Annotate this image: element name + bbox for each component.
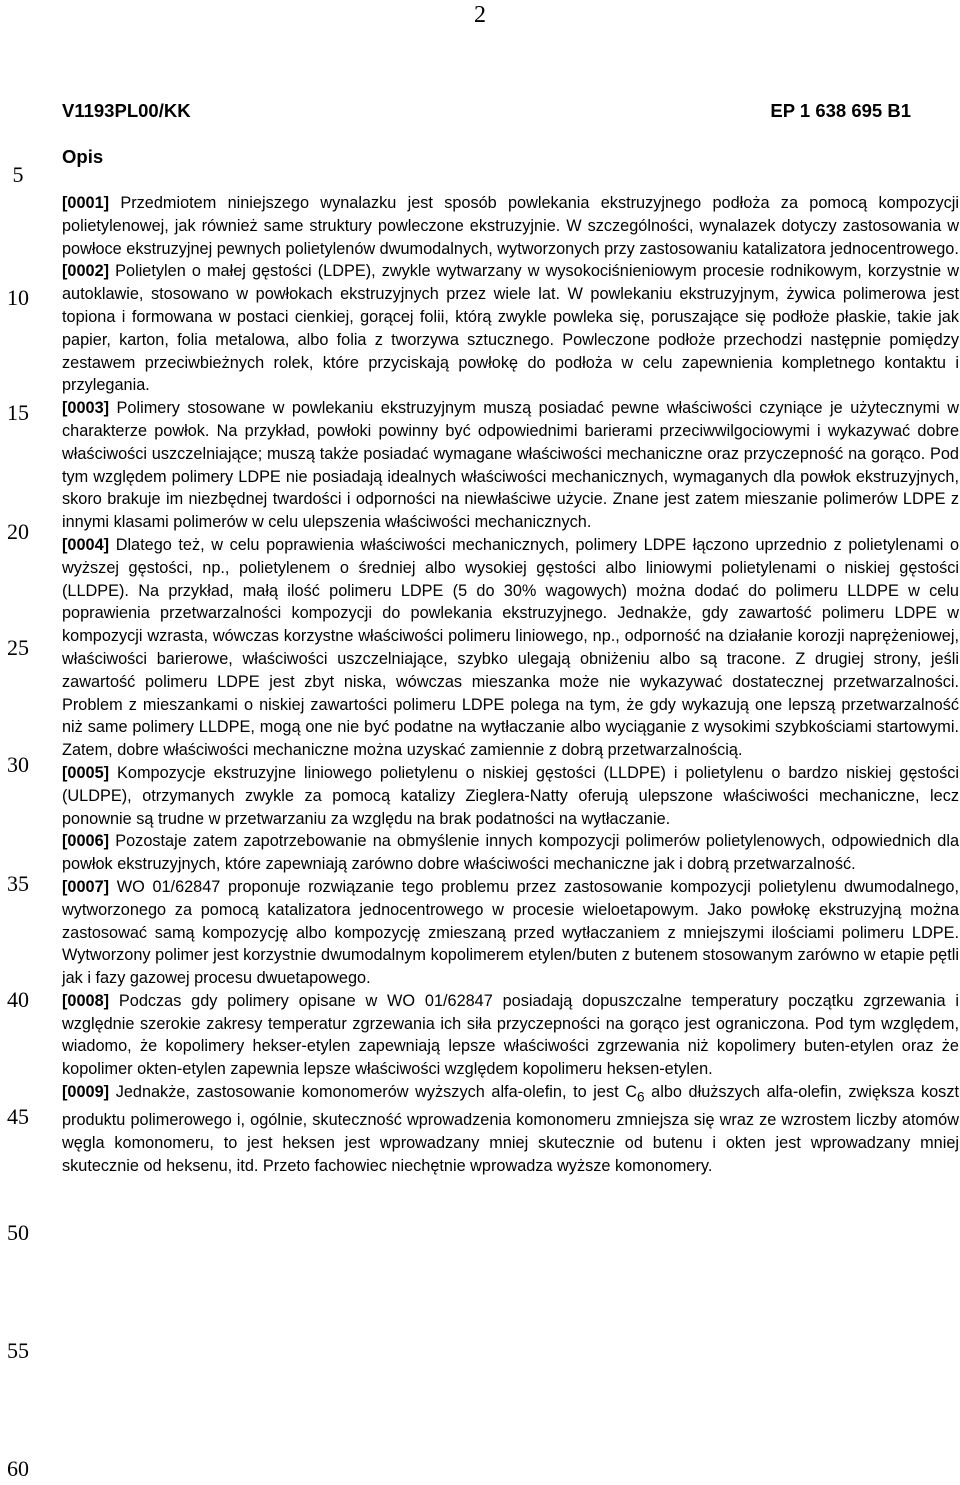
paragraph: [62, 192, 959, 260]
line-number-margin: [0, 0, 40, 1485]
paragraph-text: WO 01/62847 proponuje rozwiązanie tego problemu przez zastosowanie kompozycji polietylenu dwumodalnego, wytworzonego za pomocą katalizatora jednocentrowego w procesie wieloetapowym. Jako powłokę ekstruzyjną można zastosować samą kompozycję albo kompozycję zmieszaną przed wytłaczaniem z mniejszymi ilościami polimeru LDPE. Wytworzony polimer jest korzystnie dwumodalnym kopolimerem etylen/buten z butenem stosowanym zarówno w etapie pętli jak i fazy gazowej procesu dwuetapowego.: [62, 877, 959, 988]
paragraph-number: [0002]: [62, 262, 110, 281]
paragraph: [62, 1081, 959, 1177]
paragraph-number: [0001]: [62, 194, 110, 212]
page-number: 2: [474, 2, 486, 28]
description-body: [62, 192, 959, 1178]
paragraph: [62, 876, 959, 990]
paragraph-number: [0004]: [62, 535, 110, 554]
line-number: 15: [7, 400, 29, 425]
line-number: 30: [7, 752, 29, 777]
paragraph-text: Pozostaje zatem zapotrzebowanie na obmyślenie innych kompozycji polimerów polietylenowych, odpowiednich dla powłok ekstruzyjnych, które zapewniają zarówno dobre właściwości mechaniczne jak i dobrą przetwarzalność.: [62, 832, 959, 874]
line-number: 10: [7, 285, 29, 310]
paragraph: [62, 762, 959, 830]
paragraph-number: [0008]: [62, 991, 110, 1010]
line-number: 35: [7, 871, 29, 896]
paragraph: [62, 830, 959, 876]
paragraph-number: [0009]: [62, 1083, 110, 1102]
line-number: 25: [7, 635, 29, 660]
paragraph-number: [0005]: [62, 763, 110, 782]
paragraph-text: Dlatego też, w celu poprawienia właściwości mechanicznych, polimery LDPE łączono uprzednio z polietylenami o wyższej gęstości, np., polietylenem o średniej albo wysokiej gęstości albo liniowymi polietylenami o niskiej gęstości (LLDPE). Na przykład, małą ilość polimeru LDPE (5 do 30% wagowych) można dodać do polimeru LLDPE w celu poprawienia przetwarzalności kompozycji do powlekania ekstruzyjnego. Jednakże, gdy zawartość polimeru LDPE w kompozycji wzrasta, wówczas korzystne właściwości polimeru liniowego, np., odporność na działanie korozji naprężeniowej, właściwości barierowe, właściwości uszczelniające, szybko ulegają obniżeniu albo są tracone. Z drugiej strony, jeśli zawartość polimeru LDPE jest zbyt niska, wówczas mieszanka może nie wykazywać dostatecznej przetwarzalności. Problem z mieszankami o niskiej zawartości polimeru LDPE polega na tym, że gdy wykazują one lepszą przetwarzalność niż same polimery LLDPE, mogą one nie być podatne na wytłaczanie albo wyciąganie z wysokimi szybkościami startowymi. Zatem, dobre właściwości mechaniczne można uzyskać zamiennie z dobrą przetwarzalnością.: [62, 535, 959, 760]
line-number: 40: [7, 987, 29, 1012]
paragraph-text: Kompozycje ekstruzyjne liniowego polietylenu o niskiej gęstości (LLDPE) i polietylenu o bardzo niskiej gęstości (ULDPE), otrzymanych zwykle za pomocą katalizy Zieglera-Natty oferują ulepszone właściwości mechaniczne, lecz ponownie są trudne w przetwarzaniu za względu na brak podatności na wytłaczanie.: [62, 763, 960, 828]
paragraph-text: albo dłuższych alfa-olefin, zwiększa koszt produktu polimerowego i, ogólnie, skuteczność wprowadzenia komonomeru zmniejsza się wraz ze wzrostem liczby atomów węgla komonomeru, to jest heksen jest wprowadzany mniej skutecznie od butenu i okten jest wprowadzany mniej skutecznie od heksenu, itd. Przeto fachowiec niechętnie wprowadza wyższe komonomery.: [62, 1083, 959, 1175]
paragraph-text: Jednakże, zastosowanie komonomerów wyższych alfa-olefin, to jest C: [115, 1083, 637, 1102]
line-number: 55: [7, 1338, 29, 1363]
document-reference: V1193PL00/KK: [62, 100, 191, 121]
line-number: 60: [7, 1456, 29, 1481]
line-number: 45: [7, 1104, 29, 1129]
patent-number: EP 1 638 695 B1: [770, 100, 911, 121]
paragraph-text: Przedmiotem niniejszego wynalazku jest sposób powlekania ekstruzyjnego podłoża za pomocą kompozycji polietylenowej, jak również same struktury powleczone ekstruzyjnie. W szczególności, wynalazek dotyczy zastosowania w powłoce ekstruzyjnej pewnych polietylenów dwumodalnych, wytworzonych przy zastosowaniu katalizatora jednocentrowego.: [62, 194, 960, 258]
paragraph-number: [0007]: [62, 877, 110, 896]
line-number: 5: [12, 162, 24, 187]
document-header: [62, 100, 911, 122]
paragraph: [62, 534, 959, 762]
paragraph: [62, 397, 959, 534]
paragraph-text: Podczas gdy polimery opisane w WO 01/62847 posiadają dopuszczalne temperatury początku zgrzewania i względnie szerokie zakresy temperatur zgrzewania ich siła przyczepności na gorąco jest ograniczona. Pod tym względem, wiadomo, że kopolimery hekser-etylen zapewniają lepsze właściwości zgrzewania niż kopolimery buten-etylen oraz że kopolimer okten-etylen zapewnia lepsze właściwości względem kopolimeru heksen-etylen.: [62, 991, 959, 1079]
subscript-text: 6: [636, 1089, 645, 1105]
paragraph-number: [0003]: [62, 399, 110, 418]
line-number: 20: [7, 519, 29, 544]
paragraph: [62, 990, 959, 1081]
paragraph-text: Polietylen o małej gęstości (LDPE), zwykle wytwarzany w wysokociśnieniowym procesie rodnikowym, korzystnie w autoklawie, stosowano w powłokach ekstruzyjnych przez wiele lat. W powlekaniu ekstruzyjnym, żywica polimerowa jest topiona i formowana w postaci cienkiej, gorącej folii, którą zwykle powleka się, poruszające się podłoże płaskie, takie jak papier, karton, folia metalowa, albo folia z tworzywa sztucznego. Powleczone podłoże przechodzi następnie pomiędzy zestawem przeciwbieżnych rolek, które przyciskają powłokę do podłoża w celu zapewnienia kompletnego kontaktu i przylegania.: [62, 262, 959, 395]
paragraph-number: [0006]: [62, 832, 110, 851]
section-heading: Opis: [62, 146, 104, 167]
line-number: 50: [7, 1220, 29, 1245]
paragraph-text: Polimery stosowane w powlekaniu ekstruzyjnym muszą posiadać pewne właściwości czyniące je użytecznymi w charakterze powłok. Na przykład, powłoki powinny być odpowiednimi barierami przeciwwilgociowymi i wykazywać dobre właściwości uszczelniające; muszą także posiadać wymagane właściwości mechaniczne oraz przyczepność na gorąco. Pod tym względem polimery LDPE nie posiadają idealnych właściwości mechanicznych, wymaganych dla powłok ekstruzyjnych, skoro brakuje im niezbędnej twardości i odporności na niewłaściwe użycie. Znane jest zatem mieszanie polimerów LDPE z innymi klasami polimerów w celu ulepszenia właściwości mechanicznych.: [62, 399, 959, 532]
paragraph: [62, 260, 959, 397]
